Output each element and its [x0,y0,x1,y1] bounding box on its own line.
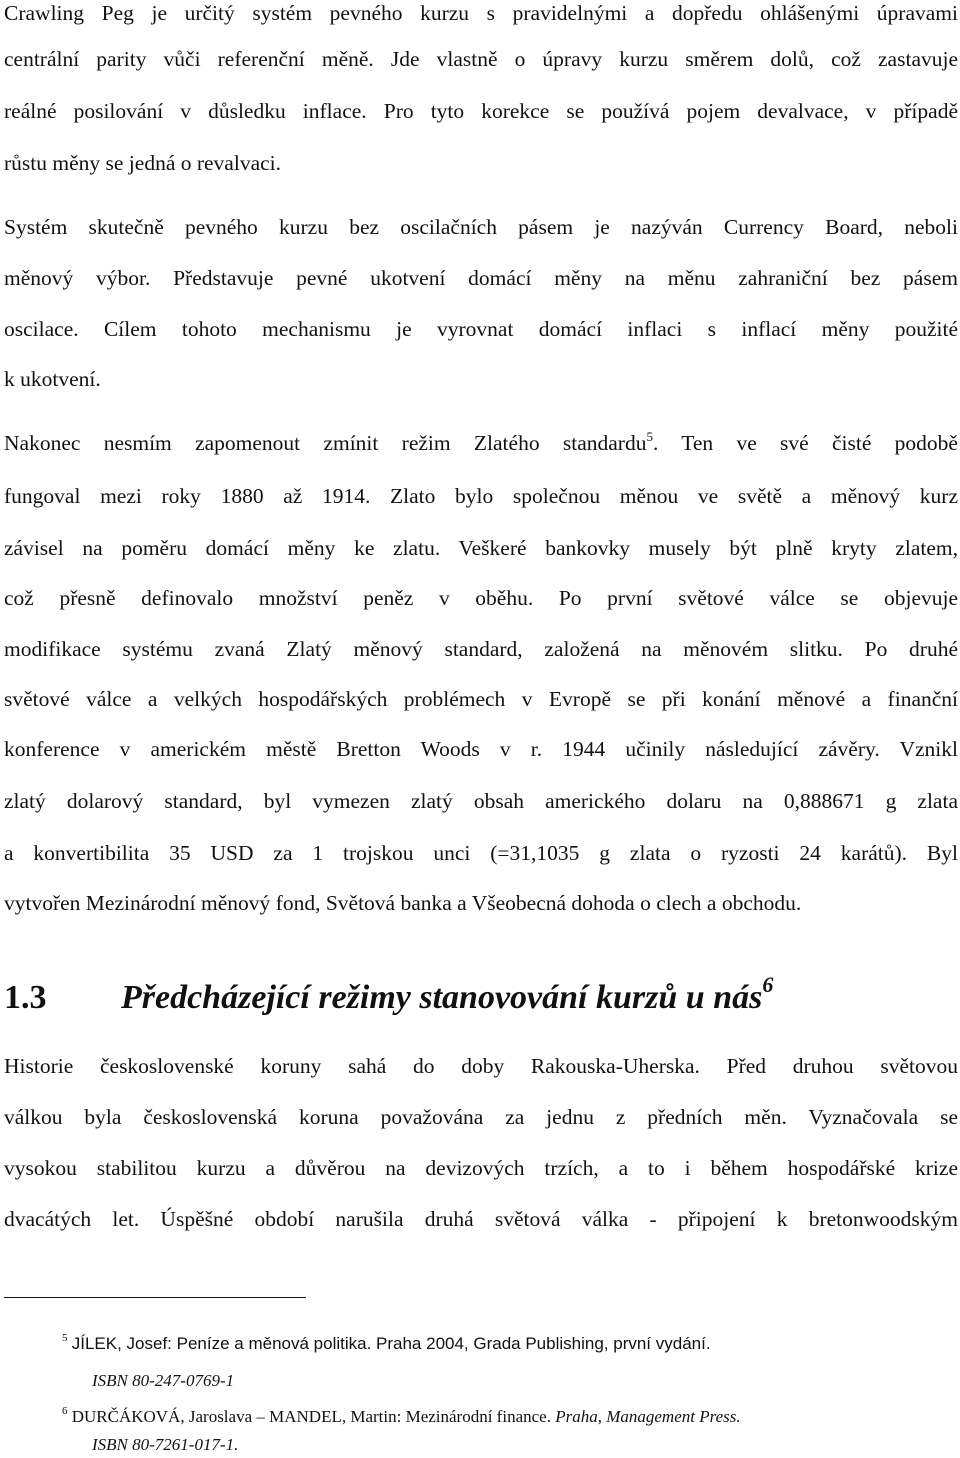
text-segment: Nakonec nesmím zapomenout zmínit režim Zlatého standardu [4,431,647,455]
text-line: a konvertibilita 35 USD za 1 trojskou unci (=31,1035 g zlata o ryzosti 24 karátů). Byl [4,841,958,865]
section-number: 1.3 [4,979,47,1016]
footnote-reference[interactable]: 5 [646,429,653,444]
text-line: vytvořen Mezinárodní měnový fond, Světová banka a Všeobecná dohoda o clech a obchodu. [4,891,802,915]
text-line: válkou byla československá koruna považována za jednu z předních měn. Vyznačovala se [4,1105,958,1129]
text-line: zlatý dolarový standard, byl vymezen zlatý obsah amerického dolaru na 0,888671 g zlata [4,789,958,813]
section-title [121,972,774,1020]
footnote-publisher: Praha, Management Press. [555,1407,741,1426]
text-line: růstu měny se jedná o revalvaci. [4,151,282,175]
footnote-separator [4,1297,306,1298]
footnote-6-isbn: ISBN 80-7261-017-1. [92,1435,239,1454]
text-line: reálné posilování v důsledku inflace. Pro tyto korekce se používá pojem devalvace, v případě [4,99,958,123]
text-line: modifikace systému zvaná Zlatý měnový standard, založená na měnovém slitku. Po druhé [4,637,958,661]
text-line: konference v americkém městě Bretton Woods v r. 1944 učinily následující závěry. Vznikl [4,737,958,761]
text-line: Systém skutečně pevného kurzu bez oscilačních pásem je nazýván Currency Board, neboli [4,215,958,239]
footnote-mark: 5 [62,1332,68,1344]
footnote-5-isbn: ISBN 80-247-0769-1 [92,1371,235,1390]
text-line: k ukotvení. [4,367,101,391]
text-line: vysokou stabilitou kurzu a důvěrou na devizových trzích, a to i během hospodářské krize [4,1156,958,1180]
text-line: měnový výbor. Představuje pevné ukotvení domácí měny na měnu zahraniční bez pásem [4,266,958,290]
footnote-text: JÍLEK, Josef: Peníze a měnová politika. Praha 2004, Grada Publishing, první vydání. [71,1334,711,1353]
footnote-6 [62,1406,741,1428]
footnote-5 [62,1333,711,1355]
section-heading [4,972,954,1026]
text-line: fungoval mezi roky 1880 až 1914. Zlato bylo společnou měnou ve světě a měnový kurz [4,484,958,508]
text-line: Crawling Peg je určitý systém pevného kurzu s pravidelnými a dopředu ohlášenými úpravami [4,1,958,25]
text-line: oscilace. Cílem tohoto mechanismu je vyrovnat domácí inflaci s inflací měny použité [4,317,958,341]
text-line: Historie československé koruny sahá do doby Rakouska-Uherska. Před druhou světovou [4,1054,958,1078]
section-title-text: Předcházející režimy stanovování kurzů u nás [121,979,763,1016]
text-segment: . Ten ve své čisté podobě [652,431,958,455]
footnote-mark: 6 [62,1405,68,1417]
text-line [4,430,958,456]
text-line: světové válce a velkých hospodářských problémech v Evropě se při konání měnové a finanční [4,687,958,711]
text-line: dvacátých let. Úspěšné období narušila druhá světová válka - připojení k bretonwoodským [4,1207,958,1231]
footnote-text: DURČÁKOVÁ, Jaroslava – MANDEL, Martin: Mezinárodní finance. [71,1407,551,1426]
text-line: což přesně definovalo množství peněz v oběhu. Po první světové válce se objevuje [4,586,958,610]
text-line: závisel na poměru domácí měny ke zlatu. Veškeré bankovky musely být plně kryty zlatem, [4,536,958,560]
text-line: centrální parity vůči referenční měně. Jde vlastně o úpravy kurzu směrem dolů, což zastavuje [4,47,958,71]
footnote-reference[interactable]: 6 [762,972,774,997]
